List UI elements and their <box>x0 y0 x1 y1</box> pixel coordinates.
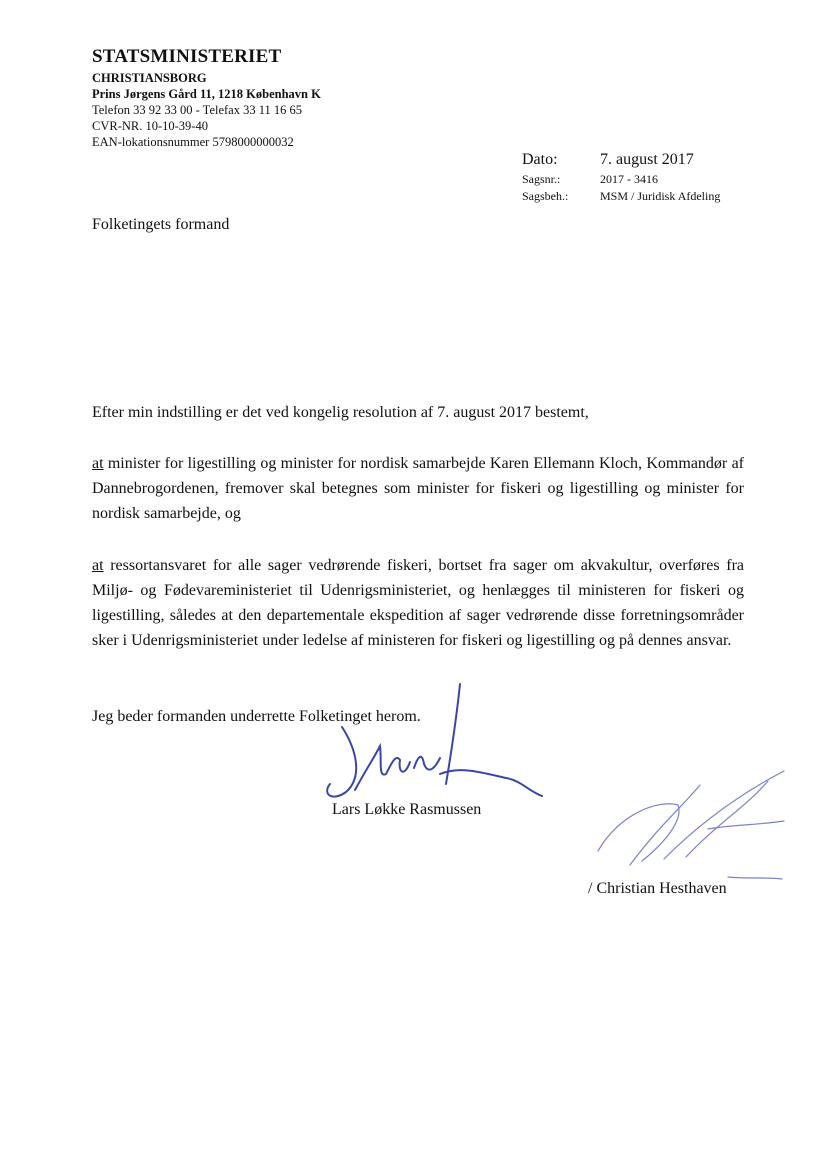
org-address: Prins Jørgens Gård 11, 1218 København K <box>92 87 321 101</box>
recipient: Folketingets formand <box>92 216 230 233</box>
org-name: STATSMINISTERIET <box>92 46 282 67</box>
date-label: Dato: <box>522 151 558 168</box>
intro-paragraph: Efter min indstilling er det ved kongelig resolution af 7. august 2017 bestemt, <box>92 404 589 421</box>
paragraph-1-lead: at <box>92 455 104 472</box>
signature-primary-scribble <box>310 682 550 812</box>
org-place: CHRISTIANSBORG <box>92 71 207 85</box>
resolution-paragraph-2 <box>92 553 744 653</box>
case-value: 2017 - 3416 <box>600 172 658 186</box>
paragraph-1-text: minister for ligestilling og minister for nordisk samarbejde Karen Ellemann Kloch, Kommandør af Dannebrogordenen, fremover skal betegnes som minister for fiskeri og ligestilling og minister for nordisk samarbejde, og <box>92 455 744 522</box>
date-value: 7. august 2017 <box>600 151 694 168</box>
paragraph-2-lead: at <box>92 557 104 574</box>
org-phone: Telefon 33 92 33 00 - Telefax 33 11 16 65 <box>92 103 303 117</box>
org-cvr: CVR-NR. 10-10-39-40 <box>92 119 208 133</box>
case-label: Sagsnr.: <box>522 172 561 186</box>
closing-paragraph: Jeg beder formanden underrette Folketinget herom. <box>92 708 421 725</box>
signature-secondary-scribble <box>588 765 788 885</box>
paragraph-2-text: ressortansvaret for alle sager vedrørende fiskeri, bortset fra sager om akvakultur, overføres fra Miljø- og Fødevareministeriet til Udenrigsministeriet, og henlægges til ministeren for fiskeri og ligestilling, således at den departementale ekspedition af sager vedrørende disse forretningsområder sker i Udenrigsministeriet under ledelse af ministeren for fiskeri og ligestilling og på dennes ansvar. <box>92 557 744 649</box>
handler-label: Sagsbeh.: <box>522 189 569 203</box>
resolution-paragraph-1 <box>92 451 744 526</box>
signatory-primary: Lars Løkke Rasmussen <box>332 801 482 818</box>
handler-value: MSM / Juridisk Afdeling <box>600 189 721 203</box>
signatory-secondary: / Christian Hesthaven <box>588 880 727 897</box>
org-ean: EAN-lokationsnummer 5798000000032 <box>92 135 294 149</box>
